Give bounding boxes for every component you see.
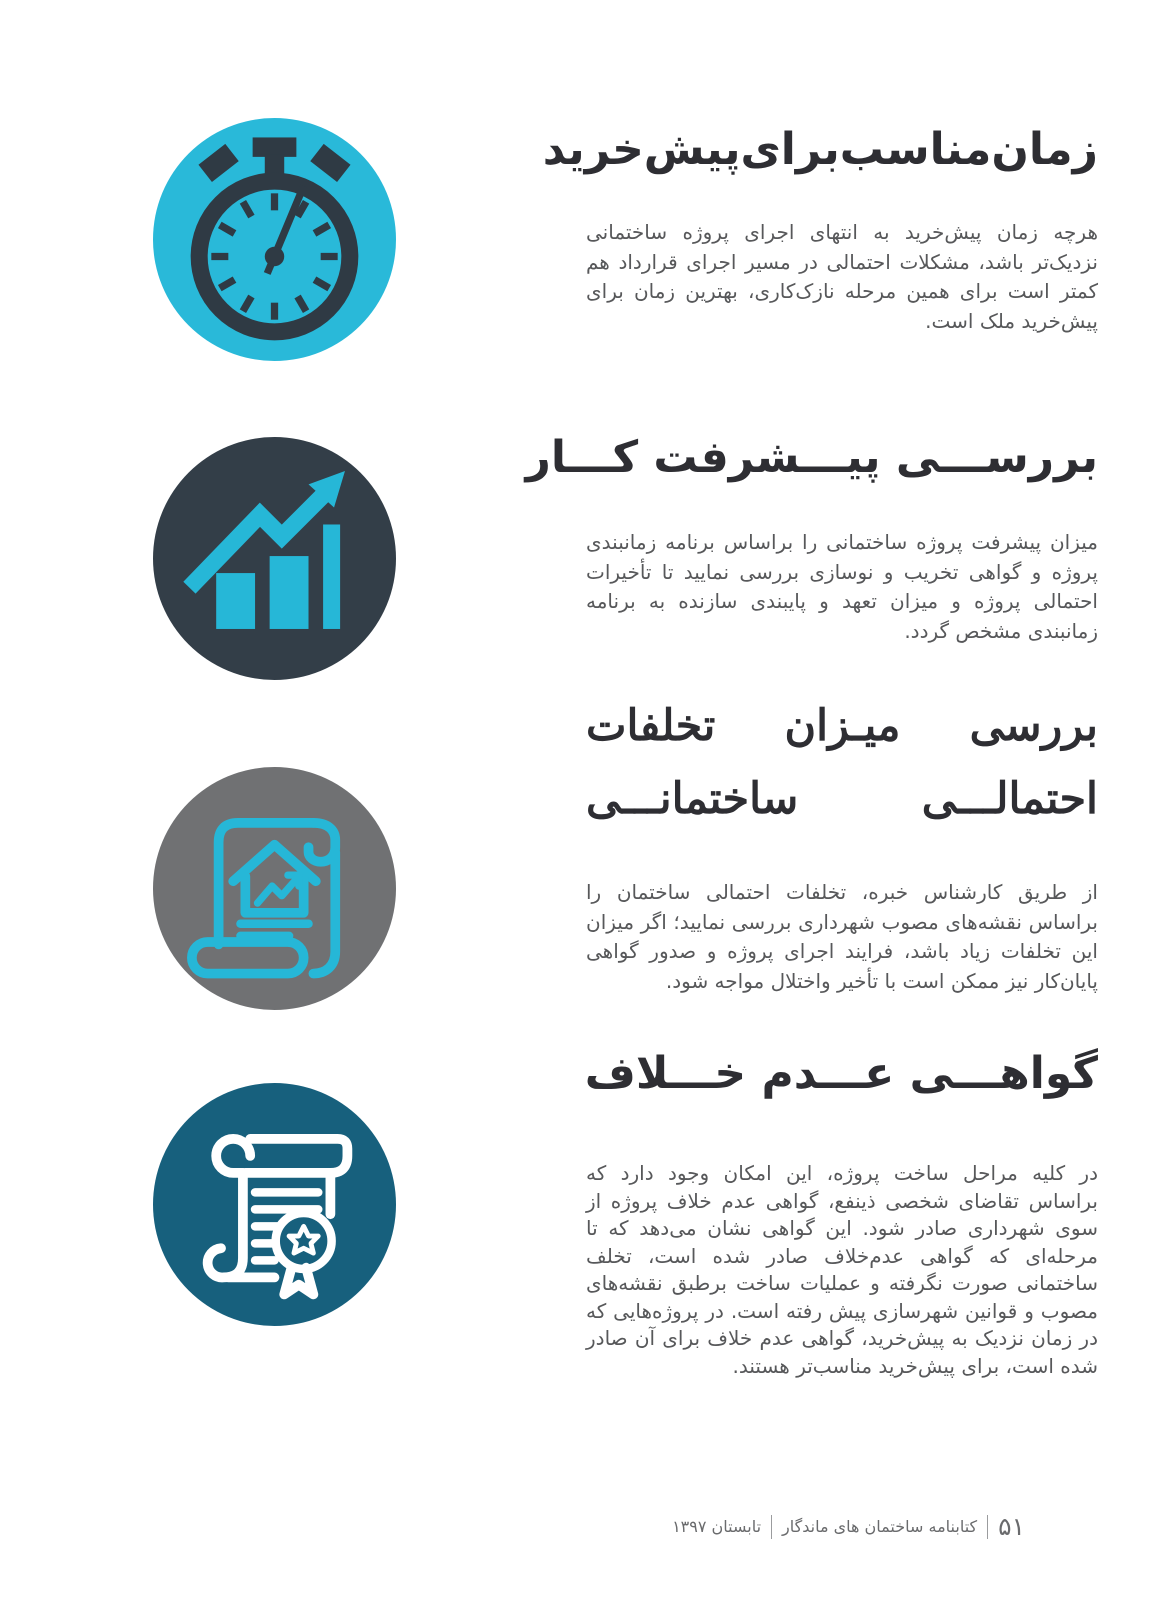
- section-body-no-violation-certificate: در کلیه مراحل ساخت پروژه، این امکان وجود دارد که براساس تقاضای شخصی ذینفع، گواهی عدم خلاف پروژه از سوی شهرداری صادر شود. این گواهی نشان می‌دهد که تا مرحله‌ای که گواهی عدم‌خلاف صادر شده است، تخلف ساختمانی صورت نگرفته و عملیات ساخت برطبق نقشه‌های مصوب و قوانین شهرسازی پیش رفته است. در پروژه‌هایی که در زمان نزدیک به پیش‌خرید، گواهی عدم خلاف برای آن صادر شده است، برای پیش‌خرید مناسب‌تر هستند.: [586, 1161, 1098, 1378]
- page-footer: [672, 1514, 1025, 1539]
- stopwatch-badge: [153, 118, 396, 361]
- scroll-house-icon: [153, 767, 396, 1010]
- bar-chart-badge: [153, 437, 396, 680]
- section-body-work-progress: میزان پیشرفت پروژه ساختمانی را براساس برنامه زمانبندی پروژه و گواهی تخریب و نوسازی بررسی نمایید تا تأخیرات احتمالی پروژه و میزان تعهد و پایبندی سازنده به برنامه زمانبندی مشخص گردد.: [586, 530, 1098, 643]
- bar-chart-icon: [153, 437, 396, 680]
- certificate-icon: [153, 1083, 396, 1326]
- section-body-violations: از طریق کارشناس خبره، تخلفات احتمالی ساختمان را براساس نقشه‌های مصوب شهرداری بررسی نمایید؛ اگر میزان این تخلفات زیاد باشد، فرایند اجرای پروژه و صدور گواهی پایان‌کار نیز ممکن است با تأخیر واختلال مواجه شود.: [586, 880, 1098, 993]
- heading-line-1: بررسی میـزان تخلفات: [586, 701, 1098, 751]
- footer-divider: [987, 1515, 988, 1539]
- footer-season: تابستان ۱۳۹۷: [672, 1517, 762, 1536]
- scroll-house-badge: [153, 767, 396, 1010]
- section-body-pre-purchase-timing: هرچه زمان پیش‌خرید به انتهای اجرای پروژه ساختمانی نزدیک‌تر باشد، مشکلات احتمالی در مسیر اجرای قرارداد هم کمتر است برای همین مرحله نازک‌کاری، بهترین زمان برای پیش‌خرید ملک است.: [586, 220, 1098, 333]
- footer-book-title: کتابنامه ساختمان های ماندگار: [782, 1517, 978, 1536]
- section-heading-no-violation-certificate: گواهـــی عـــدم خـــلاف: [584, 1048, 1098, 1099]
- section-heading-work-progress: بررســـی پیـــشرفت کـــار: [525, 432, 1098, 483]
- heading-line-2: احتمالـــی ساختمانـــی: [586, 774, 1098, 824]
- stopwatch-icon: [153, 118, 396, 361]
- section-heading-pre-purchase-timing: زمان‌مناسب‌برای‌پیش‌خرید: [542, 124, 1098, 175]
- footer-page-number: ۵۱: [998, 1512, 1025, 1541]
- section-heading-violations: [586, 690, 1098, 836]
- certificate-badge: [153, 1083, 396, 1326]
- footer-divider: [771, 1515, 772, 1539]
